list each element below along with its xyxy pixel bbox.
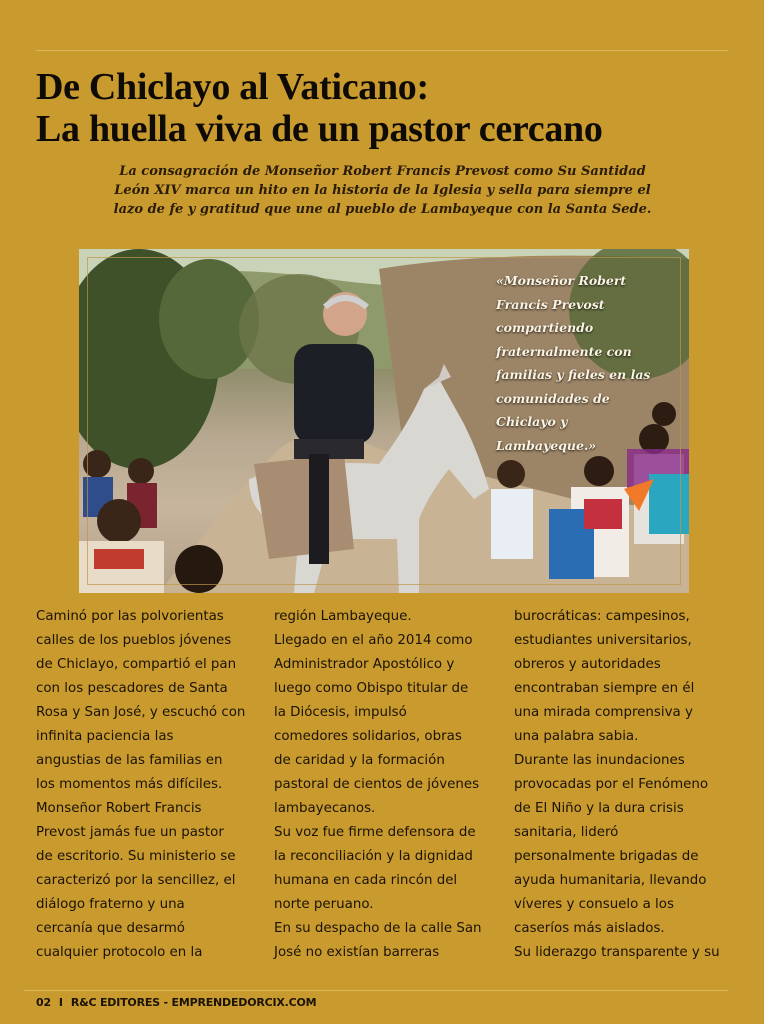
article-column-3: burocráticas: campesinos, estudiantes universitarios, obreros y autoridades encontraban siempre en él una mirada comprensiva y una palabra sabia. Durante las inundaciones provocadas por el Fenómeno de El Niño y la dura crisis sanitaria, lideró personalmente brigadas de ayuda humanitaria, llevando víveres y consuelo a los caseríos más aislados. Su liderazgo transparente y su xyxy=(514,609,720,960)
article-column-1: Caminó por las polvorientas calles de los pueblos jóvenes de Chiclayo, compartió el pan con los pescadores de Santa Rosa y San José, y escuchó con infinita paciencia las angustias de las familias en los momentos más difíciles. Monseñor Robert Francis Prevost jamás fue un pastor de escritorio. Su ministerio se caracterizó por la sencillez, el diálogo fraterno y una cercanía que desarmó cualquier protocolo en la xyxy=(36,609,246,960)
footer-separator: I xyxy=(58,996,63,1009)
top-rule xyxy=(36,50,728,51)
article-title xyxy=(36,66,603,150)
title-line-1: De Chiclayo al Vaticano: xyxy=(36,66,429,108)
photo-caption: «Monseñor Robert Francis Prevost compartiendo fraternalmente con familias y fieles en las comunidades de Chiclayo y Lambayeque.» xyxy=(496,273,651,453)
page-number: 02 xyxy=(36,996,51,1009)
bottom-rule xyxy=(24,990,728,991)
article-subtitle: La consagración de Monseñor Robert Francis Prevost como Su Santidad León XIV marca un hito en la historia de la Iglesia y sella para siempre el lazo de fe y gratitud que une al pueblo de Lambayeque con la Santa Sede. xyxy=(113,164,652,217)
title-line-2: La huella viva de un pastor cercano xyxy=(36,108,603,150)
rider-jacket xyxy=(294,344,374,444)
article-column-2: región Lambayeque. Llegado en el año 2014 como Administrador Apostólico y luego como Obispo titular de la Diócesis, impulsó comedores solidarios, obras de caridad y la formación pastoral de cientos de jóvenes lambayecanos. Su voz fue firme defensora de la reconciliación y la dignidad humana en cada rincón del norte peruano. En su despacho de la calle San José no existían barreras xyxy=(274,609,482,960)
saddle-blanket xyxy=(254,454,354,559)
children-group-left xyxy=(79,450,223,593)
page-footer xyxy=(36,996,316,1009)
publisher-credit: R&C EDITORES - EMPRENDEDORCIX.COM xyxy=(70,996,317,1009)
article-photo xyxy=(79,249,689,593)
